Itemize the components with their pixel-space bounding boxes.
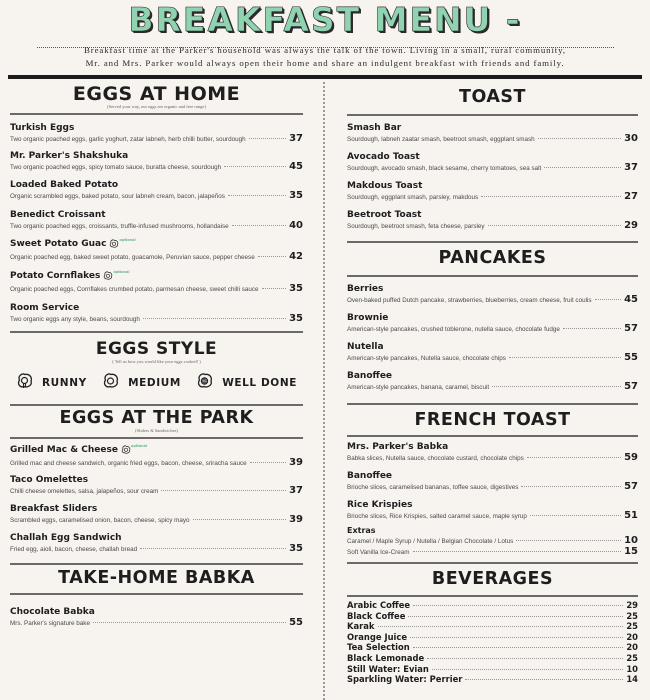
extra-item <box>347 546 638 557</box>
section-divider <box>10 331 303 333</box>
section-title: EGGS AT THE PARK <box>59 408 254 428</box>
section-divider <box>10 593 303 595</box>
section-subtitle: ( Tell us how you would like your eggs cooked! ) <box>112 359 201 364</box>
menu-item <box>10 607 303 635</box>
item-price: 37 <box>624 162 638 173</box>
item-name: Smash Bar <box>347 123 402 133</box>
dotted-leader <box>465 679 623 680</box>
egg-style-well-done <box>196 372 297 395</box>
runny-egg-icon <box>16 372 34 395</box>
item-price: 42 <box>289 251 303 262</box>
item-price: 55 <box>289 617 303 628</box>
menu-item <box>10 123 303 151</box>
dotted-leader <box>161 490 286 491</box>
item-name: Turkish Eggs <box>10 123 75 133</box>
beverage-item <box>347 653 638 664</box>
dotted-leader <box>530 515 621 516</box>
section-divider <box>10 113 303 115</box>
section-eggs-at-home <box>10 84 303 333</box>
dotted-leader <box>250 462 286 463</box>
section-subtitle: (Sliders & Sandwiches) <box>135 428 178 433</box>
section-divider <box>347 114 638 116</box>
extras-block <box>347 526 638 557</box>
menu-item <box>347 342 638 371</box>
section-divider <box>347 403 638 405</box>
dotted-leader <box>410 637 623 638</box>
item-name: Banoffee <box>347 471 393 481</box>
item-price: 30 <box>624 133 638 144</box>
item-price: 15 <box>624 546 638 557</box>
section-eggs-at-the-park <box>10 409 303 565</box>
section-title: EGGS STYLE <box>95 339 218 359</box>
item-description: Two organic poached eggs, croissants, truffle-infused mushrooms, hollandaise <box>10 223 229 230</box>
beverage-item <box>347 621 638 632</box>
item-price: 25 <box>626 610 638 621</box>
item-name: Karak <box>347 621 375 632</box>
left-column <box>10 80 303 635</box>
item-name: Nutella <box>347 342 384 352</box>
item-name: Chocolate Babka <box>10 607 95 617</box>
item-name: Black Coffee <box>347 610 406 621</box>
item-name: Brownie <box>347 313 389 323</box>
item-name: Black Lemonade <box>347 652 425 663</box>
item-price: 27 <box>624 191 638 202</box>
menu-item <box>347 181 638 210</box>
dotted-leader <box>378 626 624 627</box>
intro-line-2: Mr. and Mrs. Parker would always open their home and share an indulgent breakfast with friends and family. <box>85 58 565 68</box>
section-divider <box>347 595 638 597</box>
egg-style-label: RUNNY <box>42 377 87 389</box>
extras-title: Extras <box>347 526 376 535</box>
menu-item <box>10 151 303 180</box>
dotted-leader <box>413 647 624 648</box>
item-name: Loaded Baked Potato <box>10 180 119 190</box>
item-description: Soft Vanilla Ice-Cream <box>347 549 410 556</box>
menu-item <box>10 180 303 210</box>
beverage-item <box>347 600 638 611</box>
menu-item <box>347 123 638 152</box>
header-divider <box>8 75 642 79</box>
dotted-leader <box>488 225 622 226</box>
dotted-leader <box>563 328 621 329</box>
right-column <box>347 80 638 685</box>
item-price: 40 <box>289 220 303 231</box>
item-name: Benedict Croissant <box>10 210 106 220</box>
item-price: 57 <box>624 381 638 392</box>
dotted-leader <box>258 256 286 257</box>
item-price: 57 <box>624 323 638 334</box>
dotted-leader <box>427 658 623 659</box>
section-divider <box>347 435 638 437</box>
item-price: 39 <box>289 514 303 525</box>
item-description: Sourdough, avocado smash, black sesame, cherry tomatoes, sea salt <box>347 165 542 172</box>
beverage-item <box>347 632 638 643</box>
item-description: Grilled mac and cheese sandwich, organic fried eggs, bacon, cheese, sriracha sauce <box>10 460 247 467</box>
section-toast <box>347 87 638 243</box>
dotted-leader <box>140 548 286 549</box>
dotted-leader <box>516 540 621 541</box>
menu-item <box>347 471 638 500</box>
item-description: Brioche slices, caramelised bananas, toffee sauce, digestives <box>347 484 519 491</box>
dotted-leader <box>228 195 286 196</box>
menu-title: BREAKFAST MENU - <box>128 0 522 39</box>
item-price: 35 <box>289 283 303 294</box>
well-done-egg-icon <box>196 372 214 395</box>
dotted-leader <box>538 138 621 139</box>
dotted-leader <box>413 605 623 606</box>
dotted-leader <box>595 299 622 300</box>
beverage-list <box>347 600 638 685</box>
dotted-leader <box>432 669 623 670</box>
section-divider <box>347 562 638 564</box>
menu-item <box>10 271 303 303</box>
item-name: Still Water: Evian <box>347 663 429 674</box>
menu-item <box>347 500 638 526</box>
item-name: Potato Cornflakes <box>10 271 101 281</box>
intro-line-1: Breakfast time at the Parker's household was always the talk of the town. Living in a small, rural community, <box>84 45 566 55</box>
item-name: Beetroot Toast <box>347 210 422 220</box>
optional-label: optional <box>130 444 148 448</box>
item-price: 20 <box>626 631 638 642</box>
menu-item <box>10 445 303 475</box>
item-price: 10 <box>624 535 638 546</box>
optional-label: optional <box>119 238 136 242</box>
dotted-leader <box>413 551 622 552</box>
item-name: Breakfast Sliders <box>10 504 98 514</box>
item-description: Scrambled eggs, caramelised onion, bacon, cheese, spicy mayo <box>10 517 190 524</box>
item-price: 25 <box>626 652 638 663</box>
item-description: American-style pancakes, crushed toblerone, nutella sauce, chocolate fudge <box>347 326 560 333</box>
item-price: 10 <box>626 663 638 674</box>
item-description: Mrs. Parker's signature bake <box>10 620 90 627</box>
egg-optional-icon <box>103 271 113 283</box>
item-description: Organic poached egg, baked sweet potato, guacamole, Peruvian sauce, pepper cheese <box>10 254 255 261</box>
item-description: American-style pancakes, Nutella sauce, chocolate chips <box>347 355 506 362</box>
beverage-item <box>347 664 638 675</box>
menu-item <box>347 284 638 313</box>
item-description: Chilli cheese omelettes, salsa, jalapeños, sour cream <box>10 488 159 495</box>
dotted-leader <box>143 318 286 319</box>
dotted-leader <box>521 486 621 487</box>
item-description: Two organic poached eggs, spicy tomato sauce, buratta cheese, sourdough <box>10 164 222 171</box>
beverage-item <box>347 642 638 653</box>
item-name: Berries <box>347 284 384 294</box>
egg-optional-icon <box>121 445 131 457</box>
dotted-leader <box>93 622 286 623</box>
item-price: 45 <box>624 294 638 305</box>
item-name: Banoffee <box>347 371 393 381</box>
item-description: American-style pancakes, banana, caramel, biscuit <box>347 384 490 391</box>
item-description: Fried egg, aioli, bacon, cheese, challah bread <box>10 546 138 553</box>
item-description: Caramel / Maple Syrup / Nutella / Belgian Chocolate / Lotus <box>347 538 514 545</box>
item-description: Sourdough, eggplant smash, parsley, makdous <box>347 194 479 201</box>
menu-item <box>10 475 303 504</box>
item-price: 59 <box>624 452 638 463</box>
item-price: 25 <box>626 621 638 632</box>
column-divider <box>323 82 325 700</box>
section-french-toast <box>347 410 638 564</box>
section-title: TOAST <box>459 87 526 107</box>
menu-item <box>10 533 303 561</box>
item-name: Mrs. Parker's Babka <box>347 442 449 452</box>
section-title: TAKE-HOME BABKA <box>58 568 255 588</box>
item-name: Mr. Parker's Shakshuka <box>10 151 129 161</box>
item-price: 35 <box>289 313 303 324</box>
item-price: 39 <box>289 457 303 468</box>
egg-style-label: MEDIUM <box>128 377 181 389</box>
menu-header <box>0 2 650 38</box>
item-name: Orange Juice <box>347 631 408 642</box>
item-name: Makdous Toast <box>347 181 423 191</box>
egg-style-runny <box>16 372 87 395</box>
item-description: Sourdough, labneh zaatar smash, beetroot smash, eggplant smash <box>347 136 535 143</box>
item-price: 37 <box>289 133 303 144</box>
item-price: 29 <box>626 600 638 610</box>
menu-item <box>347 371 638 399</box>
menu-item <box>347 210 638 238</box>
item-description: Two organic eggs any style, beans, sourdough <box>10 316 140 323</box>
section-title: PANCAKES <box>438 248 547 268</box>
item-price: 20 <box>626 642 638 653</box>
section-subtitle: (Served your way, our eggs are organic and free range) <box>107 104 206 109</box>
section-title: BEVERAGES <box>431 569 554 589</box>
menu-item <box>10 303 303 331</box>
dotted-leader <box>224 166 286 167</box>
menu-item <box>10 504 303 533</box>
menu-item <box>10 239 303 271</box>
section-divider <box>347 241 638 243</box>
egg-style-options <box>10 373 303 393</box>
item-price: 14 <box>626 674 638 685</box>
menu-item <box>347 152 638 181</box>
item-price: 35 <box>289 543 303 554</box>
section-divider <box>347 275 638 277</box>
item-price: 29 <box>624 220 638 231</box>
item-name: Rice Krispies <box>347 500 413 510</box>
dotted-leader <box>262 288 287 289</box>
item-name: Arabic Coffee <box>347 600 411 610</box>
dotted-leader <box>249 138 286 139</box>
section-title: EGGS AT HOME <box>72 83 241 105</box>
section-eggs-style <box>10 339 303 406</box>
item-description: Brioche slices, Rice Krispies, salted caramel sauce, maple syrup <box>347 513 527 520</box>
egg-style-medium <box>102 372 181 395</box>
section-beverages <box>347 569 638 685</box>
item-price: 35 <box>289 190 303 201</box>
dotted-leader <box>527 457 621 458</box>
item-description: Oven-baked puffed Dutch pancake, strawberries, blueberries, cream cheese, fruit coulis <box>347 297 592 304</box>
menu-item <box>10 210 303 239</box>
item-price: 37 <box>289 485 303 496</box>
dotted-leader <box>509 357 621 358</box>
extra-item <box>347 535 638 546</box>
item-name: Avocado Toast <box>347 152 420 162</box>
item-name: Sparkling Water: Perrier <box>347 674 463 685</box>
menu-item <box>347 313 638 342</box>
dotted-leader <box>544 167 621 168</box>
item-name: Sweet Potato Guac <box>10 239 107 249</box>
item-description: Organic scrambled eggs, baked potato, sour labneh cream, bacon, jalapeños <box>10 193 225 200</box>
dotted-leader <box>492 386 621 387</box>
section-divider <box>10 437 303 439</box>
section-title: FRENCH TOAST <box>414 410 571 430</box>
optional-label: optional <box>113 270 130 274</box>
item-description: Sourdough, beetroot smash, feta cheese, parsley <box>347 223 485 230</box>
section-pancakes <box>347 248 638 405</box>
item-price: 57 <box>624 481 638 492</box>
dotted-leader <box>408 616 623 617</box>
dotted-leader <box>232 225 286 226</box>
medium-egg-icon <box>102 372 120 395</box>
dotted-leader <box>481 196 621 197</box>
item-description: Babka slices, Nutella sauce, chocolate custard, chocolate chips <box>347 455 524 462</box>
beverage-item <box>347 674 638 685</box>
item-description: Two organic poached eggs, garlic yoghurt, zatar labneh, herb chilli butter, sourdough <box>10 136 246 143</box>
item-name: Tea Selection <box>347 642 410 653</box>
section-divider <box>10 563 303 565</box>
item-price: 55 <box>624 352 638 363</box>
item-name: Grilled Mac & Cheese <box>10 445 118 455</box>
egg-optional-icon <box>109 239 119 251</box>
section-take-home-babka <box>10 568 303 635</box>
item-name: Challah Egg Sandwich <box>10 533 122 543</box>
intro-text <box>20 44 630 70</box>
egg-style-label: WELL DONE <box>222 377 297 389</box>
item-price: 45 <box>289 161 303 172</box>
dotted-leader <box>193 519 287 520</box>
item-name: Taco Omelettes <box>10 475 89 485</box>
menu-item <box>347 442 638 471</box>
item-name: Room Service <box>10 303 80 313</box>
item-description: Organic poached eggs, Cornflakes crumbed potato, parmesan cheese, sweet chilli sauce <box>10 286 259 293</box>
section-divider <box>10 404 303 406</box>
item-price: 51 <box>624 510 638 521</box>
beverage-item <box>347 611 638 622</box>
